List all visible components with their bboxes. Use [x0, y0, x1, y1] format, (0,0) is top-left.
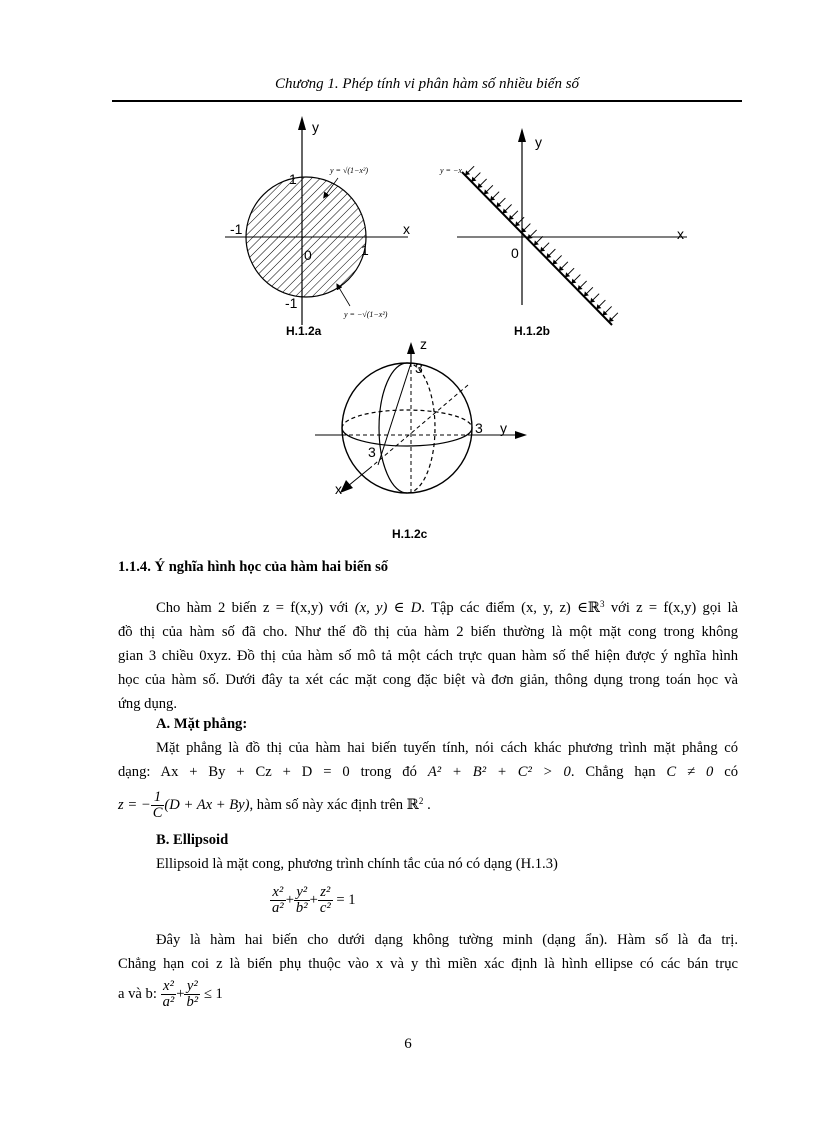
lower-curve-pointer: [338, 286, 350, 306]
axis-label-y: y: [535, 134, 542, 150]
tick-origin: 0: [511, 245, 519, 261]
section-number: 1.1.4.: [118, 559, 151, 575]
sphere-outline: [342, 363, 472, 493]
para1-line5: ứng dụng.: [118, 696, 177, 712]
tick-origin: 0: [304, 247, 312, 263]
axis-label-y: y: [500, 420, 507, 436]
radius-label-z: 3: [415, 360, 423, 376]
tick-pos-y: 1: [289, 171, 297, 187]
figure-label-a: H.1.2a: [286, 324, 322, 338]
boundary-line: [462, 172, 612, 325]
page-header: Chương 1. Phép tính vi phân hàm số nhiều biến số: [274, 76, 580, 92]
meridian-front: [379, 363, 407, 493]
figure-h12c: [310, 336, 530, 545]
figure-h12a: [210, 110, 440, 340]
axis-label-x: x: [677, 226, 684, 242]
section-a-title: A. Mặt phẳng:: [156, 716, 248, 732]
para1-line3: gian 3 chiều 0xyz. Đồ thị của hàm số mô tả một cách trực quan hàm số thể hiện được ý nghĩa hình: [118, 648, 738, 664]
x-axis-outer: [348, 468, 370, 486]
equator-back: [342, 410, 472, 428]
y-arrow-head: [515, 431, 527, 439]
axis-label-x: x: [403, 221, 410, 237]
z-arrow-head: [407, 342, 415, 354]
para1-line2: đồ thị của hàm số đã cho. Như thế đồ thị của hàm 2 biến thường là một mặt cong trong không: [118, 624, 738, 640]
half-plane-hatch: [465, 166, 618, 322]
tick-neg-y: -1: [285, 295, 298, 311]
section-b-para-line2: Chẳng hạn coi z là biến phụ thuộc vào x và y thì miền xác định là hình ellipse có các bán trục: [118, 956, 738, 972]
ellipsoid-equation: $\frac{\text{x²}}{\text{a²}}$ + $\frac{\text{y²}}{\text{b²}}$ + $\frac{\text{z²}}{\text{c²}}$ = 1: [272, 884, 356, 917]
upper-curve-label: y = √(1−x²): [330, 166, 369, 175]
section-b: [118, 828, 738, 1012]
page-number: 6: [404, 1036, 412, 1052]
para1-line4: học của hàm số. Dưới đây ta xét các mặt cong đặc biệt và đơn giản, thông dụng trong toán học và: [118, 672, 738, 688]
coeff-condition: A² + B² + C² > 0: [427, 764, 571, 780]
axis-label-x: x: [335, 481, 342, 497]
section-a-line1: Mặt phẳng là đồ thị của hàm hai biến tuyến tính, nói cách khác phương trình mặt phẳng có: [156, 740, 738, 756]
domain-formula: (x, y) ∈ D: [354, 600, 422, 616]
section-title: Ý nghĩa hình học của hàm hai biến số: [154, 559, 389, 575]
line-label: y = −x: [440, 166, 462, 175]
section-b-para-line3: a và b: $\frac{\text{x²}}{\text{a²}}$ + $\frac{\text{y²}}{\text{b²}}$ ≤ 1: [118, 978, 223, 1011]
tick-neg-x: -1: [230, 221, 243, 237]
figure-h12b: [432, 120, 702, 340]
section-a-line3: z = − $\frac{1}{C}$ (D + Ax + By), hàm số này xác định trên ℝ$^2$ .: [118, 789, 431, 822]
lower-curve-label: y = −√(1−x²): [344, 310, 388, 319]
axis-label-y: y: [312, 119, 319, 135]
section-b-line1: Ellipsoid là mặt cong, phương trình chính tắc của nó có dạng (H.1.3): [156, 856, 558, 872]
y-arrow-head: [298, 116, 306, 130]
figure-label-b: H.1.2b: [514, 324, 551, 338]
section-a-line2: dạng: Ax + By + Cz + D = 0 trong đó A² + B² + C² > 0. Chẳng hạn C ≠ 0 có: [118, 764, 738, 780]
section-a: [118, 712, 738, 822]
para1-line1: Cho hàm 2 biến z = f(x,y) với (x, y) ∈ D. Tập các điểm (x, y, z) ∈ℝ$^3$ với z = f(x,y) gọi là: [156, 599, 739, 616]
radius-line: [378, 363, 411, 465]
header-rule: [112, 100, 742, 102]
fraction-one-over-c: $\frac{1}{C}$: [152, 789, 163, 822]
paragraph-intro: [118, 596, 738, 716]
radius-label-y: 3: [475, 420, 483, 436]
section-b-title: B. Ellipsoid: [156, 832, 229, 848]
radius-label-x: 3: [368, 444, 376, 460]
section-b-para-line1: Đây là hàm hai biến cho dưới dạng không tường minh (dạng ẩn). Hàm số là đa trị.: [156, 932, 738, 948]
tick-pos-x: 1: [361, 242, 369, 258]
figure-label-c: H.1.2c: [392, 527, 428, 541]
axis-label-z: z: [420, 336, 427, 352]
y-arrow-head: [518, 128, 526, 142]
section-heading: [118, 555, 738, 579]
x-axis-inner: [370, 385, 468, 468]
